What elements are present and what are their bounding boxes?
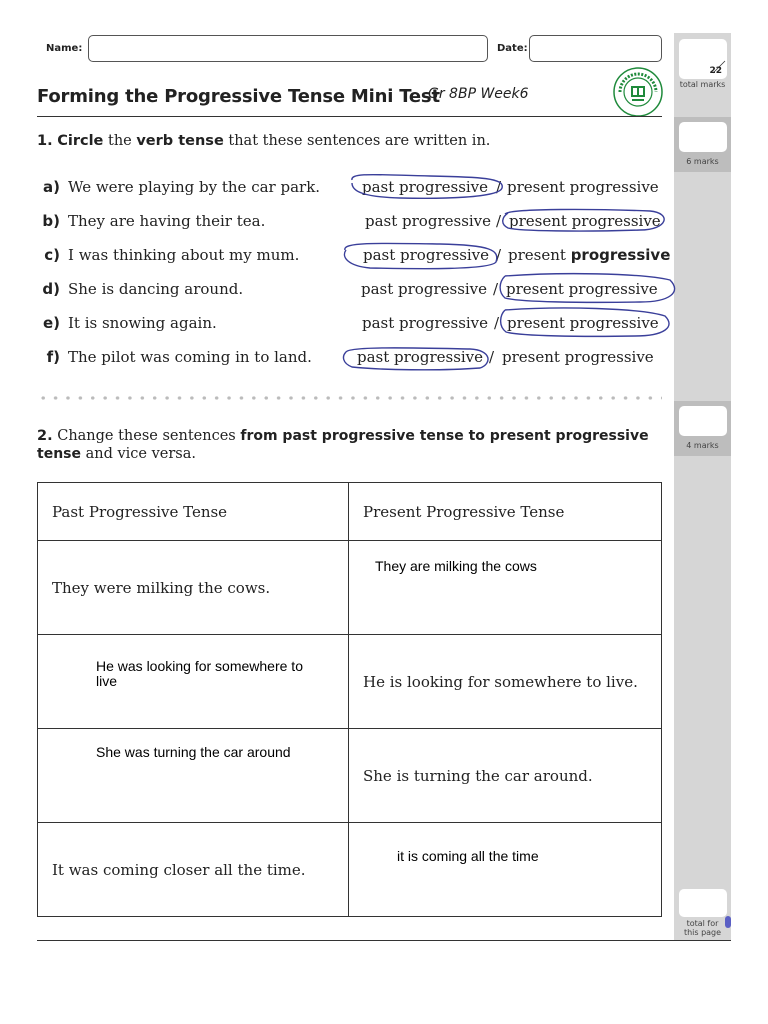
- q1-option-present-c-bold: progressive: [570, 246, 671, 264]
- table-header-row: [38, 483, 662, 541]
- q1-letter-a: a): [43, 178, 60, 196]
- q1-option-present-f[interactable]: present progressive: [502, 348, 654, 366]
- q1-sep-f: /: [489, 348, 495, 366]
- cell-present-3: She is turning the car around.: [349, 729, 662, 823]
- table-row: [38, 823, 662, 917]
- q1-option-past-f[interactable]: past progressive: [357, 348, 484, 366]
- name-field[interactable]: [88, 35, 488, 62]
- page-subtitle: Gr 8BP Week6: [428, 86, 529, 102]
- cell-present-1[interactable]: [349, 541, 662, 635]
- table-row: [38, 541, 662, 635]
- tense-table: [37, 482, 662, 917]
- q1-sentence-b: They are having their tea.: [68, 212, 266, 230]
- date-label: Date:: [497, 43, 528, 54]
- q2-instr-bold: from past progressive tense to present progressive tense: [37, 428, 649, 462]
- marks-sidebar: [674, 33, 731, 940]
- q1-verb-tense: verb tense: [136, 133, 224, 149]
- answer-past-3: She was turning the car around: [96, 744, 291, 760]
- total-marks-label: total marks: [679, 80, 726, 89]
- q1-option-past-d[interactable]: past progressive: [361, 280, 488, 298]
- q1-option-past-c[interactable]: past progressive: [363, 246, 490, 264]
- q1-option-present-e[interactable]: present progressive: [507, 314, 659, 332]
- q1-sep-c: /: [496, 246, 502, 264]
- q1-sentence-e: It is snowing again.: [68, 314, 217, 332]
- q2-number: 2.: [37, 428, 53, 444]
- header-past: Past Progressive Tense: [38, 483, 349, 541]
- title-divider: [37, 116, 662, 117]
- bottom-divider: [37, 940, 731, 941]
- q1-letter-b: b): [42, 212, 60, 230]
- q1-number: 1.: [37, 133, 53, 149]
- q2-marks-box[interactable]: [679, 406, 727, 436]
- q1-sep-e: /: [494, 314, 500, 332]
- q1-sentence-d: She is dancing around.: [68, 280, 244, 298]
- section-divider: [37, 396, 662, 400]
- q1-option-past-a[interactable]: past progressive: [362, 178, 489, 196]
- q1-marks-label: 6 marks: [686, 157, 719, 166]
- q1-circle-word: Circle: [57, 133, 104, 149]
- q1-instr-end: that these sentences are written in.: [223, 133, 491, 149]
- answer-past-2: He was looking for somewhere to live: [96, 658, 303, 689]
- q1-sep-a: /: [496, 178, 502, 196]
- q1-marks-box[interactable]: [679, 122, 727, 152]
- q1-option-past-b[interactable]: past progressive: [365, 212, 492, 230]
- page-total-box[interactable]: [679, 889, 727, 917]
- q2-instr-end: and vice versa.: [80, 446, 197, 462]
- q1-sentence-a: We were playing by the car park.: [68, 178, 321, 196]
- q1-option-present-b[interactable]: present progressive: [509, 212, 661, 230]
- q1-letter-f: f): [46, 348, 60, 366]
- q1-instruction: [37, 133, 490, 149]
- cell-present-2: He is looking for somewhere to live.: [349, 635, 662, 729]
- cell-past-3[interactable]: [38, 729, 349, 823]
- q1-option-present-d[interactable]: present progressive: [506, 280, 658, 298]
- table-row: [38, 635, 662, 729]
- q1-letter-c: c): [44, 246, 60, 264]
- page-title: Forming the Progressive Tense Mini Test: [37, 86, 440, 107]
- table-row: [38, 729, 662, 823]
- date-field[interactable]: [529, 35, 662, 62]
- cell-past-2[interactable]: [38, 635, 349, 729]
- q1-sep-b: /: [496, 212, 502, 230]
- q1-option-past-e[interactable]: past progressive: [362, 314, 489, 332]
- q1-letter-d: d): [42, 280, 60, 298]
- q1-option-present-c-word: present: [508, 246, 571, 264]
- answer-present-4: it is coming all the time: [397, 848, 539, 864]
- q2-marks-label: 4 marks: [686, 441, 719, 450]
- cell-present-4[interactable]: [349, 823, 662, 917]
- school-logo: [612, 66, 664, 118]
- cell-past-4: It was coming closer all the time.: [38, 823, 349, 917]
- q2-instruction: [37, 427, 657, 463]
- name-label: Name:: [46, 43, 83, 54]
- total-marks-value: 22: [709, 66, 722, 76]
- answer-present-1: They are milking the cows: [375, 558, 537, 574]
- q1-instr-part: the: [103, 133, 137, 149]
- cell-past-1: They were milking the cows.: [38, 541, 349, 635]
- q1-sentence-f: The pilot was coming in to land.: [68, 348, 312, 366]
- q1-option-present-a[interactable]: present progressive: [507, 178, 659, 196]
- q1-sentence-c: I was thinking about my mum.: [68, 246, 300, 264]
- page-total-label: total for this page: [683, 919, 722, 937]
- q2-instr-plain: Change these sentences: [57, 428, 241, 444]
- header-present: Present Progressive Tense: [349, 483, 662, 541]
- ink-mark: [725, 916, 731, 928]
- q1-letter-e: e): [42, 314, 60, 332]
- total-marks-box: [679, 39, 727, 79]
- q1-option-present-c[interactable]: [508, 246, 670, 264]
- q1-sep-d: /: [493, 280, 499, 298]
